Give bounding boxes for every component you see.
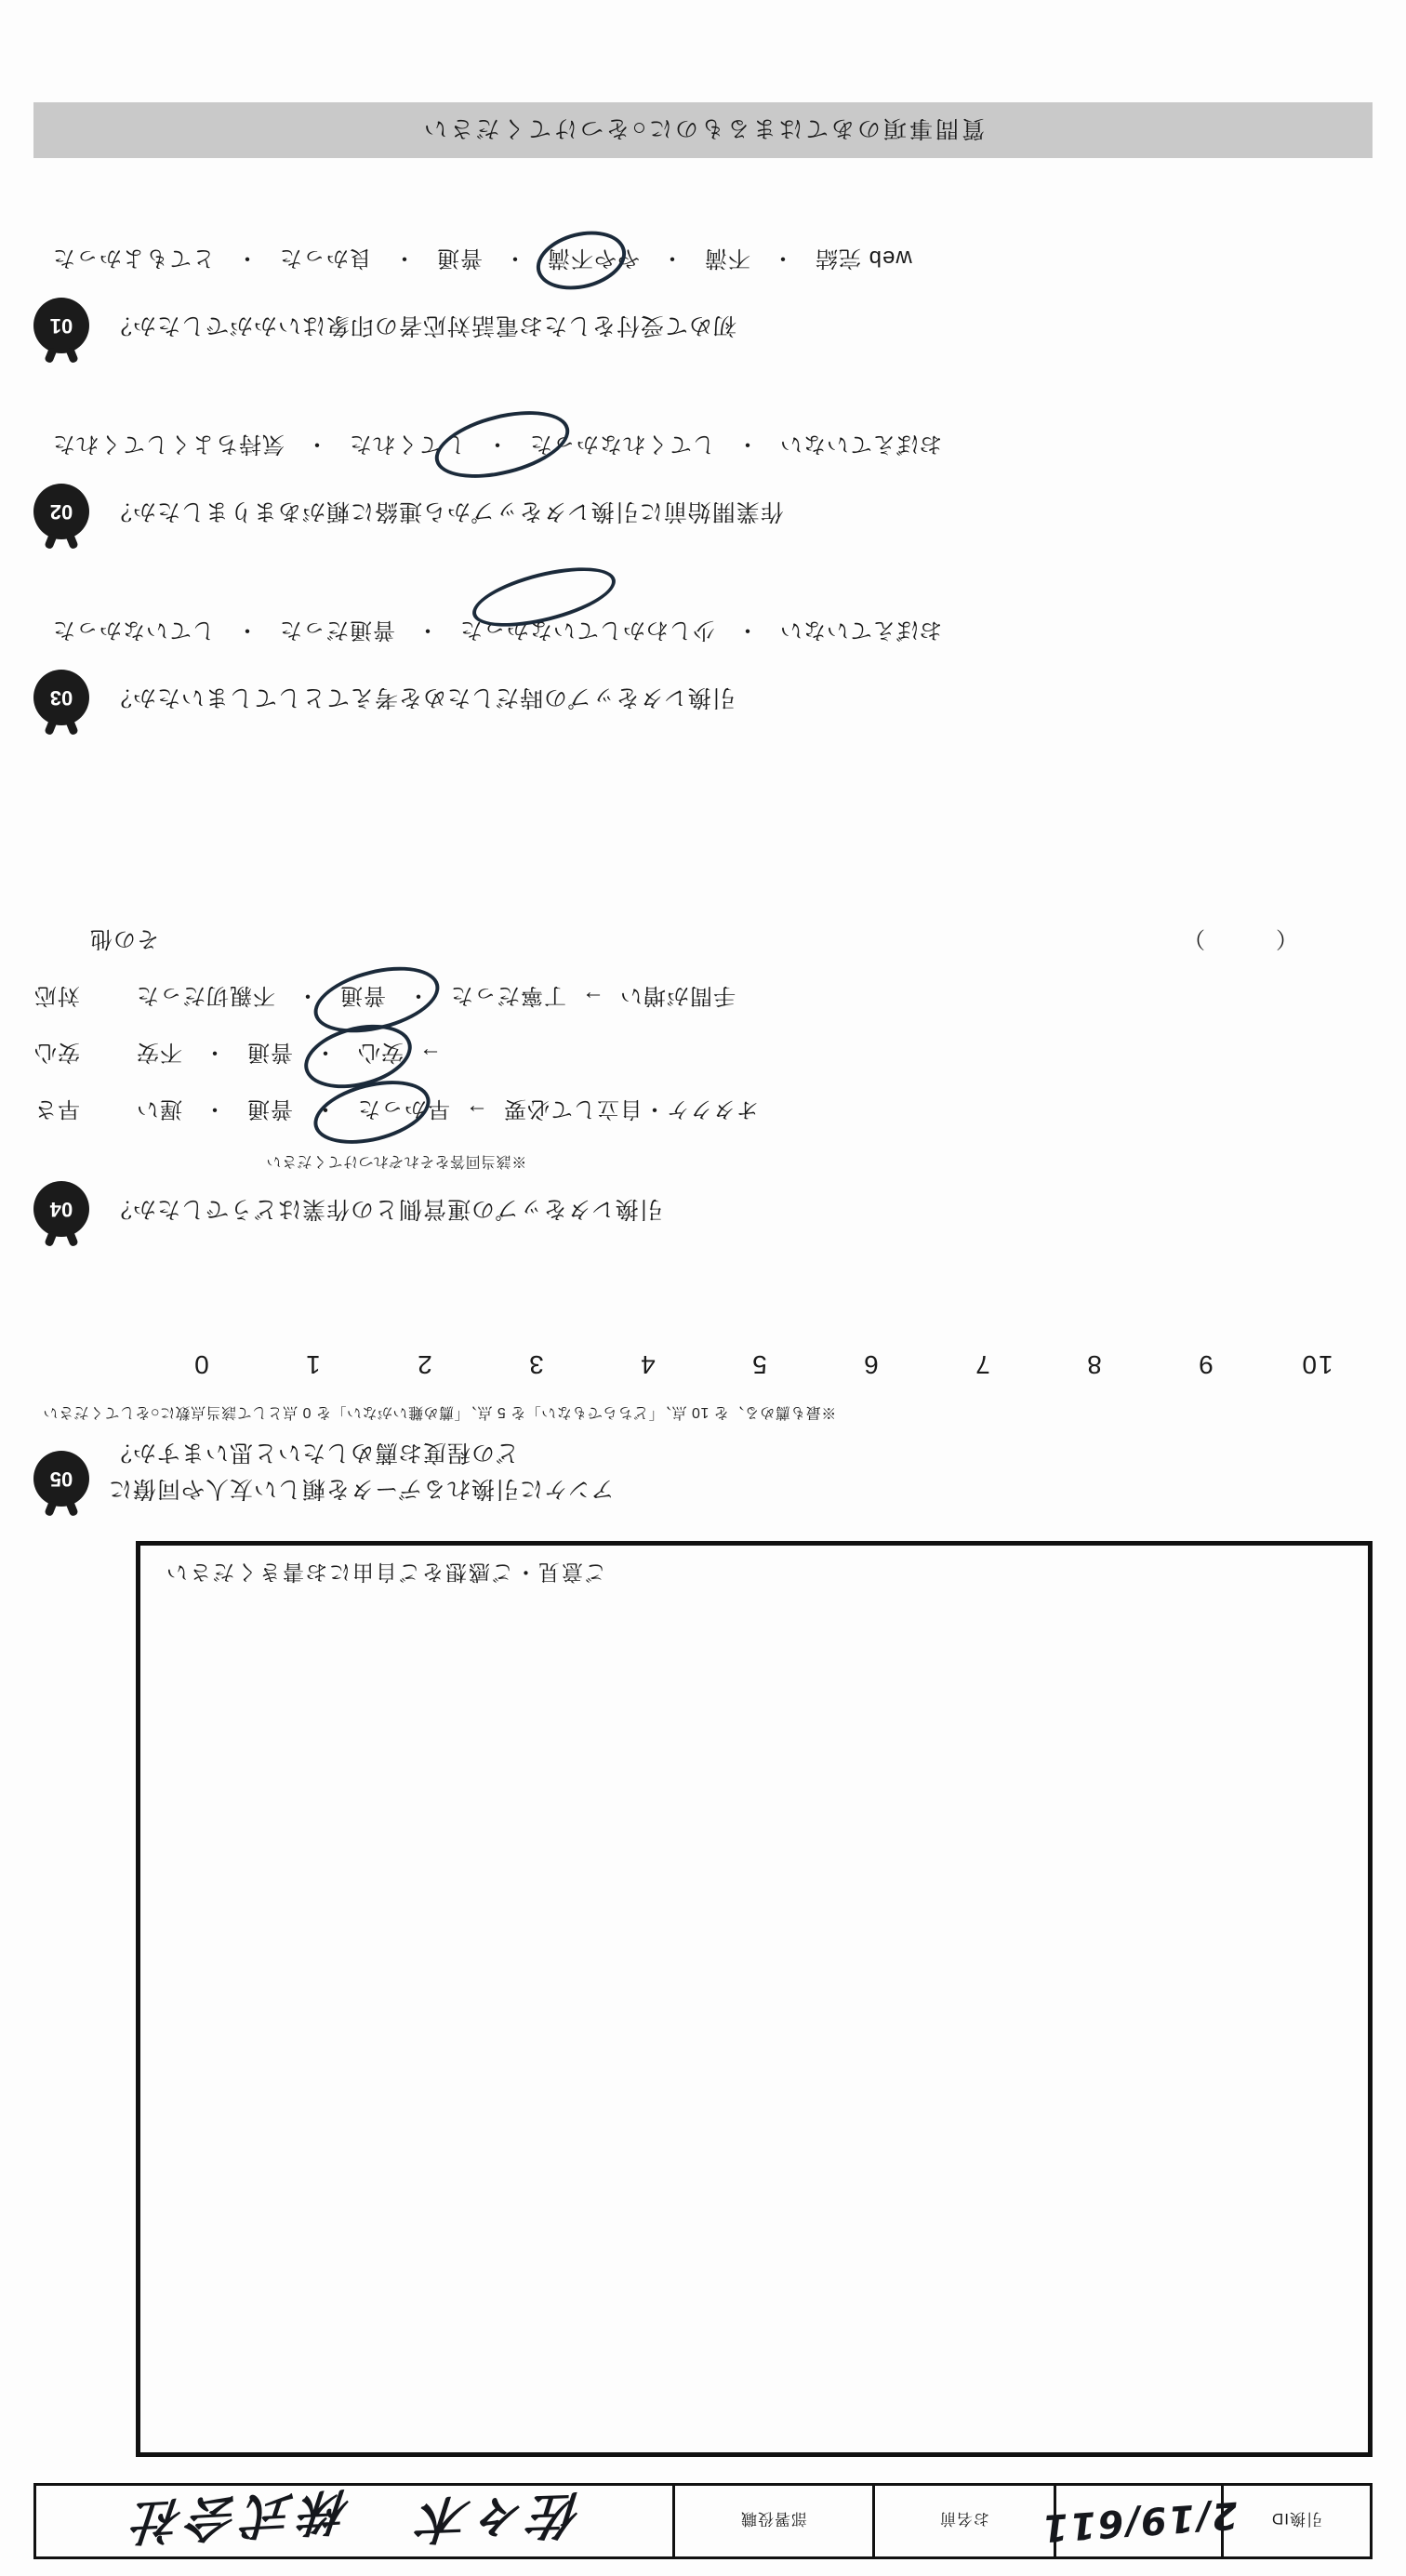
q4-row1-option-2[interactable]: 普通 [246,1096,293,1122]
q4-other-label: その他 [89,926,159,951]
q4-row3-sep-1: ・ [406,983,430,1008]
q1-option-5[interactable]: 不満 [704,246,750,271]
q4-row-2[interactable] [33,1039,1373,1071]
q3-text: 引換レタをップの時だしためを考えてとしてしまいたか？ [108,684,736,711]
q4-row1-label: 早さ [33,1096,80,1122]
q5-number-badge: 05 [33,1451,89,1507]
q3-option-2[interactable]: 普通だった [279,617,395,643]
q2-option-2[interactable]: してくれた [349,432,465,457]
q4-row2-arrow: → [418,1042,442,1069]
q1-sep-1: ・ [235,246,259,271]
instruction-banner [33,102,1373,158]
id-label-cell [1221,2486,1370,2556]
scale-option-5[interactable]: 5 [750,1350,767,1380]
q4-row3-option-3[interactable]: 不親切だった [136,983,275,1008]
scale-option-9[interactable]: 9 [1197,1350,1214,1380]
q2-sep-2: ・ [485,432,509,457]
q3-option-1[interactable]: していなかった [52,617,215,643]
q4-row3-label: 対応 [33,983,80,1008]
q4-row2-label: 安心 [33,1040,80,1065]
q4-row1-sep-2: ・ [203,1096,226,1122]
q2-option-1[interactable]: 気持ちよくしてくれた [52,432,285,457]
scale-option-8[interactable]: 8 [1085,1350,1102,1380]
q4-row1-tail: オタクケ・自立して必要 [503,1096,759,1122]
q2-number-badge: 02 [33,484,89,539]
header-row [33,2483,1373,2559]
q3-option-4[interactable]: おぼえていない [779,617,942,643]
q3-sep-3: ・ [736,617,759,643]
q4-row2-option-1[interactable]: 安心 [357,1040,404,1065]
q5-text-line1: アンケに引換れるデータを頼しい友人や同僚に [108,1476,615,1502]
dept-label: 部署役職 [740,2510,807,2529]
scale-option-6[interactable]: 6 [862,1350,879,1380]
question-4 [33,925,1373,1237]
scale-option-7[interactable]: 7 [974,1350,990,1380]
q2-option-4[interactable]: おぼえていない [779,432,942,457]
question-5 [33,1350,1373,1507]
q5-note: ※最も薦める、を 10 点、「どちらでもない」を 5 点、「薦め難いがない」を 0 点として該当点数に○をしてください [43,1404,837,1421]
q3-option-3[interactable]: 少しわかしていなかった [459,617,715,643]
q4-row-1[interactable] [33,1095,1373,1128]
q3-sep-1: ・ [235,617,259,643]
company-value: 株式会社 [125,2482,352,2550]
q1-text: 初めて受付をしたお電話対応者の印象はいかがでしたか？ [108,312,737,339]
q1-sep-3: ・ [503,246,526,271]
name-value: 佐々木 [413,2485,585,2550]
q4-row3-option-1[interactable]: 丁寧だった [450,983,566,1008]
q1-sep-5: ・ [771,246,794,271]
name-label: お名前 [939,2510,989,2529]
scale-option-10[interactable]: 10 [1300,1350,1333,1380]
question-3 [33,617,1373,725]
q5-text-line2: どの程度お薦めしたいと思いますか？ [108,1440,520,1467]
q4-text: 引換レタをップの運営側との作業はどうでしたか？ [108,1196,663,1223]
q4-row2-sep-2: ・ [203,1040,226,1065]
free-comment-box[interactable] [136,1541,1373,2457]
q4-row2-option-3[interactable]: 不安 [136,1040,182,1065]
q4-row3-tail: 手間が増い [619,983,736,1008]
q3-options[interactable] [33,617,1373,649]
id-label: 引換ID [1271,2510,1322,2529]
q2-sep-1: ・ [305,432,328,457]
q3-sep-2: ・ [416,617,439,643]
q4-row-3[interactable] [33,982,1373,1015]
q4-other-row[interactable] [33,925,1373,958]
question-1 [33,245,1373,353]
name-label-cell [872,2486,1054,2556]
instruction-banner-text: 質問事項のあてはまるものに○をつけてください [420,115,986,141]
q1-number-badge: 01 [33,298,89,353]
id-value: 2/19/611 [1039,2492,1239,2550]
q1-option-1[interactable]: とてもよかった [52,246,215,271]
q4-row2-sep-1: ・ [313,1040,337,1065]
free-comment-label: ご意見・ご感想をご自由にお書きください [165,1560,606,1585]
q2-option-3[interactable]: してくれなかった [529,432,715,457]
q5-scale[interactable] [145,1350,1373,1380]
scale-option-2[interactable]: 2 [416,1350,432,1380]
q4-row1-option-3[interactable]: 遅い [136,1096,182,1122]
scale-option-1[interactable]: 1 [304,1350,321,1380]
q1-sep-4: ・ [660,246,683,271]
q4-row1-option-1[interactable]: 早かった [357,1096,450,1122]
q4-number-badge: 04 [33,1181,89,1237]
q3-number-badge: 03 [33,670,89,725]
q1-option-2[interactable]: 良かった [279,246,372,271]
q4-row3-option-2[interactable]: 普通 [339,983,386,1008]
id-value-cell [1039,2486,1239,2556]
scale-option-3[interactable]: 3 [527,1350,544,1380]
q2-options[interactable] [33,431,1373,463]
question-2 [33,431,1373,539]
q4-row1-arrow: → [465,1099,488,1125]
scale-option-4[interactable]: 4 [639,1350,656,1380]
q4-row3-sep-2: ・ [296,983,319,1008]
q1-sep-2: ・ [392,246,416,271]
q1-option-6[interactable]: web 完結 [815,246,912,271]
q4-row3-arrow: → [581,986,604,1012]
name-value-cell [36,2482,672,2556]
q1-option-3[interactable]: 普通 [436,246,483,271]
q4-row2-option-2[interactable]: 普通 [246,1040,293,1065]
scale-option-0[interactable]: 0 [192,1350,209,1380]
q1-option-4[interactable]: やや不満 [547,246,640,271]
dept-label-cell [672,2486,872,2556]
q4-row1-sep-1: ・ [313,1096,337,1122]
q1-options[interactable] [33,245,1373,277]
q2-sep-3: ・ [736,432,759,457]
q2-text: 作業開始前に引換レタをップから連絡に頼があまりましたか？ [108,498,784,525]
q4-note: ※該当回答をそれぞれつけてください [266,1153,527,1169]
q4-other-paren[interactable]: （ ） [1182,926,1298,951]
